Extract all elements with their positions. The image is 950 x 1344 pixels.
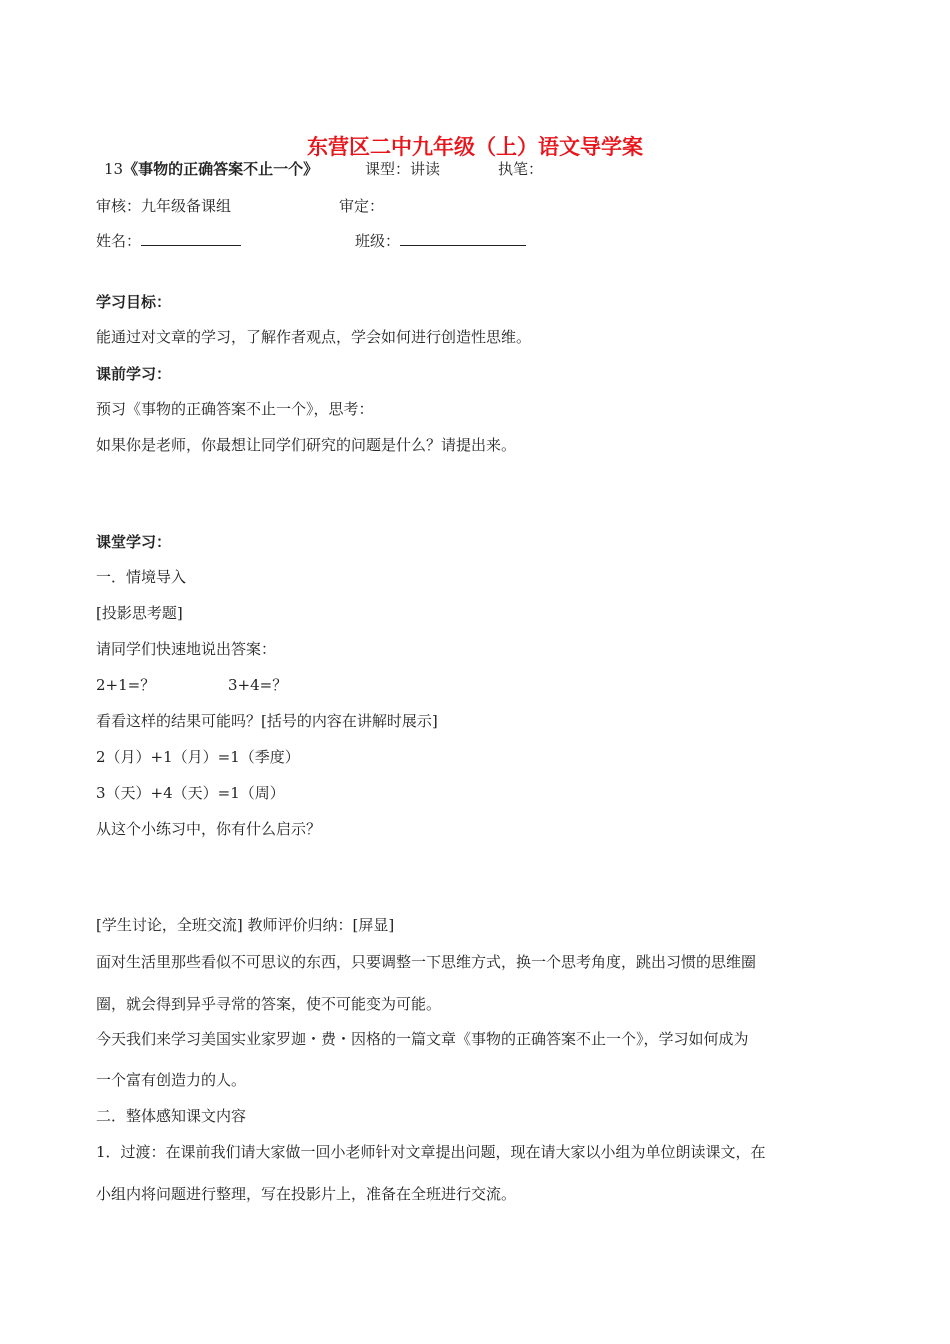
lesson-number: 13	[104, 160, 124, 178]
intro-paragraph-line-1: 今天我们来学习美国实业家罗迦・费・因格的一篇文章《事物的正确答案不止一个》，学习如何成为	[96, 1030, 749, 1048]
reviewer-label: 审核：九年级备课组	[96, 197, 232, 215]
lesson-title: 《事物的正确答案不止一个》	[123, 160, 319, 178]
intro-paragraph-line-2: 一个富有创造力的人。	[96, 1071, 247, 1089]
class-field	[355, 231, 526, 251]
quick-answer-prompt: 请同学们快速地说出答案：	[96, 640, 277, 658]
class-study-heading: 课堂学习：	[96, 533, 172, 551]
course-type: 课型：讲读	[365, 160, 441, 178]
part1-title: 一．情境导入	[96, 568, 187, 586]
class-label: 班级：	[355, 232, 401, 250]
name-blank[interactable]	[141, 231, 241, 246]
name-label: 姓名：	[96, 232, 142, 250]
goal-heading: 学习目标：	[96, 293, 172, 311]
goal-text: 能通过对文章的学习，了解作者观点，学会如何进行创造性思维。	[96, 328, 532, 346]
inspire-question: 从这个小练习中，你有什么启示？	[96, 820, 322, 838]
approver-label: 审定：	[339, 197, 385, 215]
part2-title: 二．整体感知课文内容	[96, 1107, 247, 1125]
answer-1: 2（月）+1（月）=1（季度）	[96, 748, 300, 766]
class-blank[interactable]	[400, 231, 526, 246]
summary-paragraph-line-2: 圈，就会得到异乎寻常的答案，使不可能变为可能。	[96, 995, 442, 1013]
item1-line-2: 小组内将问题进行整理，写在投影片上，准备在全班进行交流。	[96, 1185, 517, 1203]
pre-study-line-1: 预习《事物的正确答案不止一个》，思考：	[96, 400, 374, 418]
item1-line-1: 1．过渡：在课前我们请大家做一回小老师针对文章提出问题，现在请大家以小组为单位朗读课文，在	[96, 1143, 766, 1161]
pre-study-line-2: 如果你是老师，你最想让同学们研究的问题是什么？请提出来。	[96, 436, 517, 454]
lesson-header	[104, 159, 318, 179]
possible-question: 看看这样的结果可能吗？[括号的内容在讲解时展示]	[96, 712, 438, 730]
page-title: 东营区二中九年级（上）语文导学案	[307, 135, 643, 159]
equation-1: 2+1=？	[96, 676, 156, 694]
equation-2: 3+4=？	[228, 676, 288, 694]
name-field	[96, 231, 241, 251]
answer-2: 3（天）+4（天）=1（周）	[96, 784, 285, 802]
pre-study-heading: 课前学习：	[96, 365, 172, 383]
projection-label: [投影思考题]	[96, 604, 183, 622]
discussion-note: [学生讨论，全班交流] 教师评价归纳：[屏显]	[96, 916, 395, 934]
author-label: 执笔：	[498, 160, 544, 178]
summary-paragraph-line-1: 面对生活里那些看似不可思议的东西，只要调整一下思维方式，换一个思考角度，跳出习惯的思维圈	[96, 953, 757, 971]
